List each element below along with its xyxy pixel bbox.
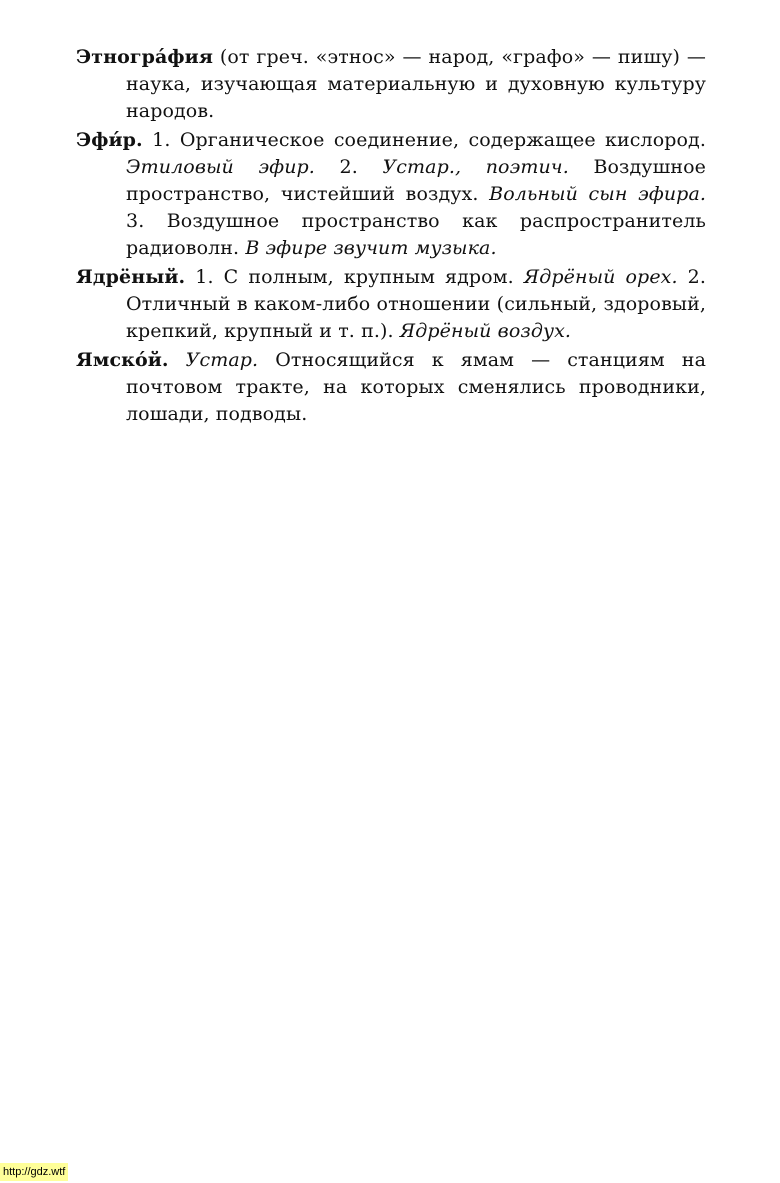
dictionary-entry (76, 127, 706, 262)
dictionary-entry (76, 264, 706, 345)
entry-example: Ядрёный воздух. (399, 320, 572, 342)
watermark-link[interactable]: http://gdz.wtf (0, 1163, 68, 1181)
entry-text: 1. Органическое соединение, содержащее кислород. (142, 129, 706, 151)
entry-text: 2. Отличный в каком-либо отношении (сильный, здоровый, крепкий, крупный и т. п.). (126, 266, 706, 342)
entry-text: 2. (314, 156, 383, 178)
entry-example: Ядрёный орех. (523, 266, 678, 288)
entry-text: 3. Воздушное пространство как распространитель радиоволн. (126, 210, 706, 259)
entry-text: Воздушное пространство, чистейший воздух. (126, 156, 707, 205)
dictionary-entry (76, 347, 706, 428)
entry-headword: Ядрёный. (76, 266, 186, 288)
dictionary-entries (76, 44, 706, 430)
entry-example: Устар., поэтич. (382, 156, 569, 178)
entry-example: Вольный сын эфира. (489, 183, 707, 205)
entry-example: Устар. (185, 349, 259, 371)
entry-headword: Этногра́фия (76, 46, 213, 68)
dictionary-entry (76, 44, 706, 125)
entry-text (169, 349, 186, 371)
entry-example: Этиловый эфир. (126, 156, 315, 178)
entry-example: В эфире звучит музыка. (245, 237, 497, 259)
entry-headword: Эфи́р. (76, 129, 143, 151)
entry-text: (от греч. «этнос» — народ, «графо» — пишу) — наука, изучающая материальную и духовную культуру народов. (126, 46, 706, 122)
entry-headword: Ямско́й. (76, 349, 169, 371)
entry-text: 1. С полным, крупным ядром. (185, 266, 524, 288)
entry-text: Относящийся к ямам — станциям на почтовом тракте, на которых сменялись проводники, лошади, подводы. (126, 349, 706, 425)
